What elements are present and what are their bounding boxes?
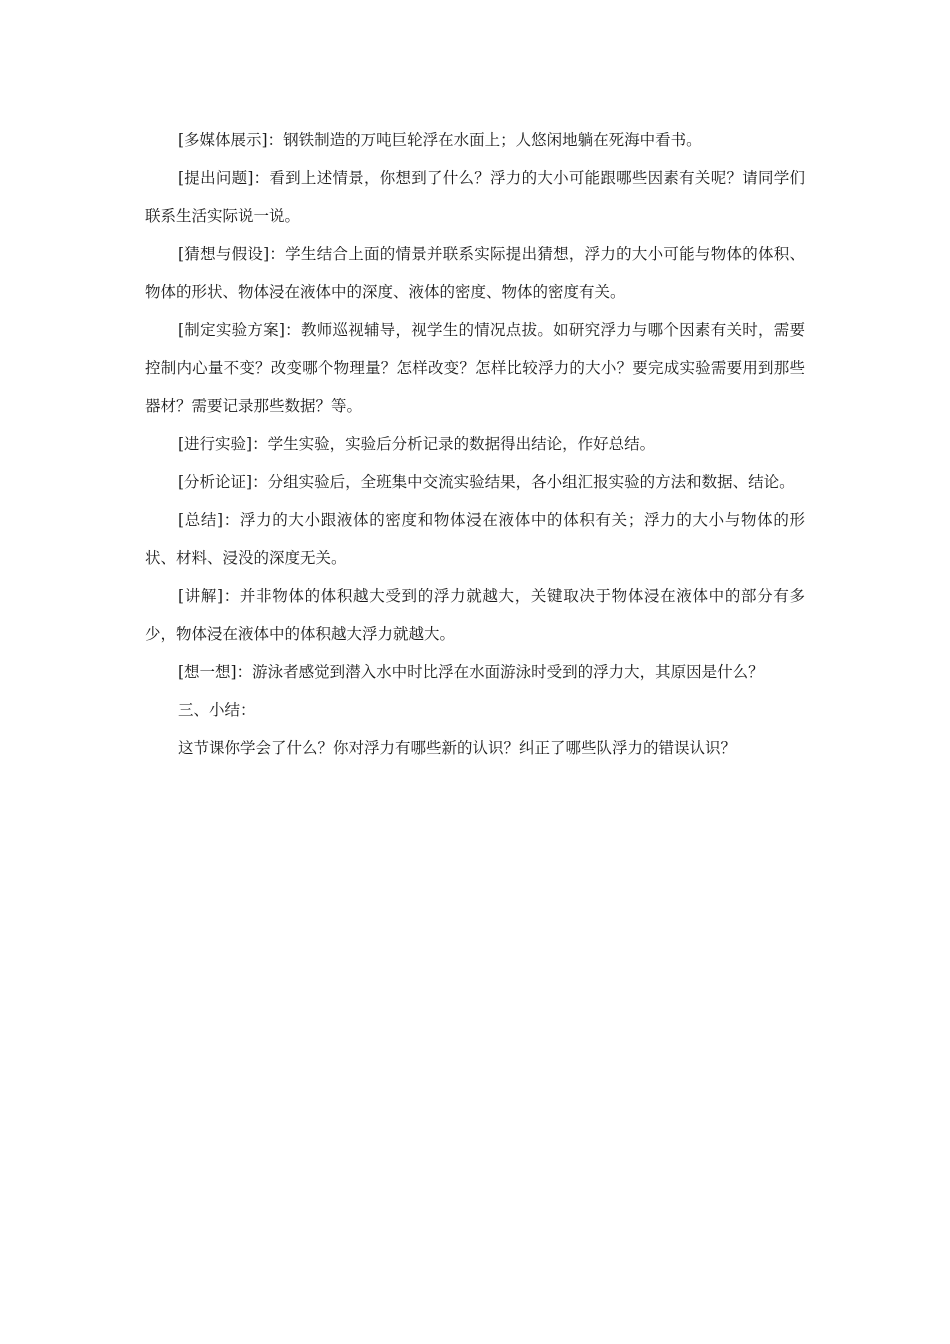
paragraph-explanation: [讲解]：并非物体的体积越大受到的浮力就越大，关键取决于物体浸在液体中的部分有多少，物体浸在液体中的体积越大浮力就越大。 [145, 587, 805, 643]
paragraph-summary: [总结]：浮力的大小跟液体的密度和物体浸在液体中的体积有关；浮力的大小与物体的形状、材料、浸没的深度无关。 [145, 511, 805, 567]
document-body [145, 121, 805, 767]
section-heading-conclusion: 三、小结： [178, 701, 256, 719]
paragraph-multimedia-display: [多媒体展示]：钢铁制造的万吨巨轮浮在水面上；人悠闲地躺在死海中看书。 [178, 131, 702, 149]
paragraph-raise-question: [提出问题]：看到上述情景，你想到了什么？浮力的大小可能跟哪些因素有关呢？请同学们联系生活实际说一说。 [145, 169, 805, 225]
paragraph-conclusion: 这节课你学会了什么？你对浮力有哪些新的认识？纠正了哪些队浮力的错误认识？ [178, 739, 737, 757]
paragraph-hypothesis: [猜想与假设]：学生结合上面的情景并联系实际提出猜想，浮力的大小可能与物体的体积、物体的形状、物体浸在液体中的深度、液体的密度、物体的密度有关。 [145, 245, 805, 301]
paragraph-experiment-plan: [制定实验方案]：教师巡视辅导，视学生的情况点拔。如研究浮力与哪个因素有关时，需要控制内心量不变？改变哪个物理量？怎样改变？怎样比较浮力的大小？要完成实验需要用到那些器材？需要记录那些数据？等。 [145, 321, 805, 415]
paragraph-conduct-experiment: [进行实验]：学生实验，实验后分析记录的数据得出结论，作好总结。 [178, 435, 656, 453]
paragraph-think: [想一想]：游泳者感觉到潜入水中时比浮在水面游泳时受到的浮力大，其原因是什么？ [178, 663, 764, 681]
paragraph-analysis: [分析论证]：分组实验后，全班集中交流实验结果，各小组汇报实验的方法和数据、结论。 [178, 473, 795, 491]
